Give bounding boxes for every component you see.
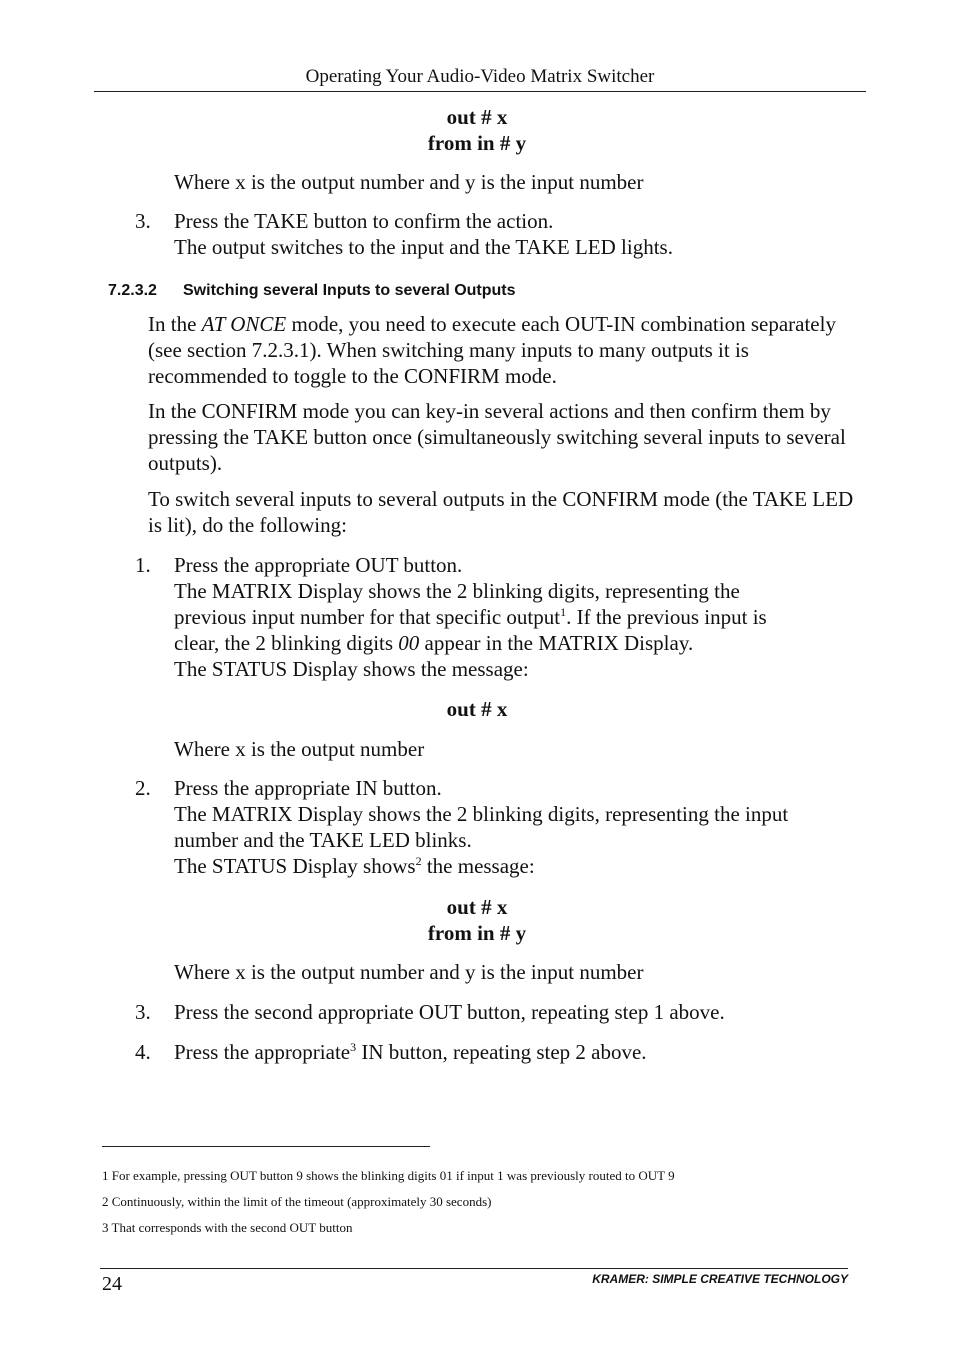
step-text: [174, 552, 874, 682]
step-number: 4.: [135, 1040, 151, 1064]
status-message-line: out # x: [446, 105, 508, 129]
status-message-block: [0, 696, 954, 722]
step-line: [174, 853, 874, 879]
paragraph-text: In the: [148, 312, 202, 336]
footnote: 2 Continuously, within the limit of the timeout (approximately 30 seconds): [102, 1194, 492, 1209]
footer-rule: [100, 1268, 848, 1269]
footnote: 1 For example, pressing OUT button 9 shows the blinking digits 01 if input 1 was previously routed to OUT 9: [102, 1168, 675, 1183]
step-text: Press the second appropriate OUT button, repeating step 1 above.: [174, 1000, 725, 1024]
step-line-part: IN button, repeating step 2 above.: [356, 1040, 647, 1064]
paragraph: [148, 311, 868, 389]
section-number: 7.2.3.2: [108, 282, 157, 299]
brand-slogan: KRAMER: SIMPLE CREATIVE TECHNOLOGY: [592, 1272, 848, 1286]
step-text: [174, 1039, 647, 1065]
step-line-part: clear, the 2 blinking digits: [174, 631, 399, 655]
status-message-line: out # x: [446, 895, 508, 919]
paragraph: To switch several inputs to several outputs in the CONFIRM mode (the TAKE LED is lit), do the following:: [148, 487, 854, 537]
step-line-part: the message:: [421, 854, 535, 878]
where-note: Where x is the output number and y is the input number: [174, 170, 644, 194]
step-line: The STATUS Display shows the message:: [174, 657, 529, 681]
step-line-part: previous input number for that specific output: [174, 605, 561, 629]
step-line: number and the TAKE LED blinks.: [174, 828, 472, 852]
step-line-part: Press the appropriate: [174, 1040, 351, 1064]
running-header: Operating Your Audio-Video Matrix Switcher: [305, 66, 655, 87]
footnote-ref: 3: [350, 1040, 357, 1054]
step-line: [174, 630, 874, 656]
step-number: 2.: [135, 776, 151, 800]
blinking-digits: 00: [398, 631, 420, 655]
status-message-block: [0, 104, 954, 156]
where-note: Where x is the output number: [174, 737, 425, 761]
header-rule: [94, 91, 866, 92]
step-line: [174, 604, 874, 630]
status-message-line: out # x: [446, 697, 508, 721]
status-message-line: from in # y: [427, 921, 527, 945]
footnote-rule: [102, 1146, 430, 1147]
step-line: Press the appropriate IN button.: [174, 776, 442, 800]
step-text: [174, 775, 874, 879]
step-line: Press the appropriate OUT button.: [174, 553, 463, 577]
step-number: 3.: [135, 1000, 151, 1024]
status-message-line: from in # y: [427, 131, 527, 155]
step-number: 1.: [135, 553, 151, 577]
step-line: The MATRIX Display shows the 2 blinking digits, representing the: [174, 579, 740, 603]
step-line-part: appear in the MATRIX Display.: [419, 631, 694, 655]
step-number: 3.: [135, 209, 151, 233]
section-title: Switching several Inputs to several Outputs: [183, 282, 516, 299]
step-line-part: . If the previous input is: [566, 605, 767, 629]
footnote-ref: 2: [415, 854, 422, 868]
footnote: 3 That corresponds with the second OUT button: [102, 1220, 353, 1235]
page-number: 24: [102, 1273, 122, 1295]
where-note: Where x is the output number and y is the input number: [174, 960, 644, 984]
step-line: Press the TAKE button to confirm the action.: [174, 209, 554, 233]
paragraph-text: mode, you need to execute each OUT-IN combination separately (see section 7.2.3.1). When switching many inputs to many outputs it is recommended to toggle to the CONFIRM mode.: [148, 312, 836, 388]
step-line: The MATRIX Display shows the 2 blinking digits, representing the input: [174, 802, 789, 826]
step-line-part: The STATUS Display shows: [174, 854, 416, 878]
step-text: [174, 208, 673, 260]
paragraph: In the CONFIRM mode you can key-in several actions and then confirm them by pressing the TAKE button once (simultaneously switching several inputs to several outputs).: [148, 399, 846, 475]
section-heading: [108, 282, 516, 300]
footnote-ref: 1: [560, 605, 567, 619]
status-message-block: [0, 894, 954, 946]
step-line: The output switches to the input and the TAKE LED lights.: [174, 235, 673, 259]
mode-name: AT ONCE: [201, 312, 287, 336]
